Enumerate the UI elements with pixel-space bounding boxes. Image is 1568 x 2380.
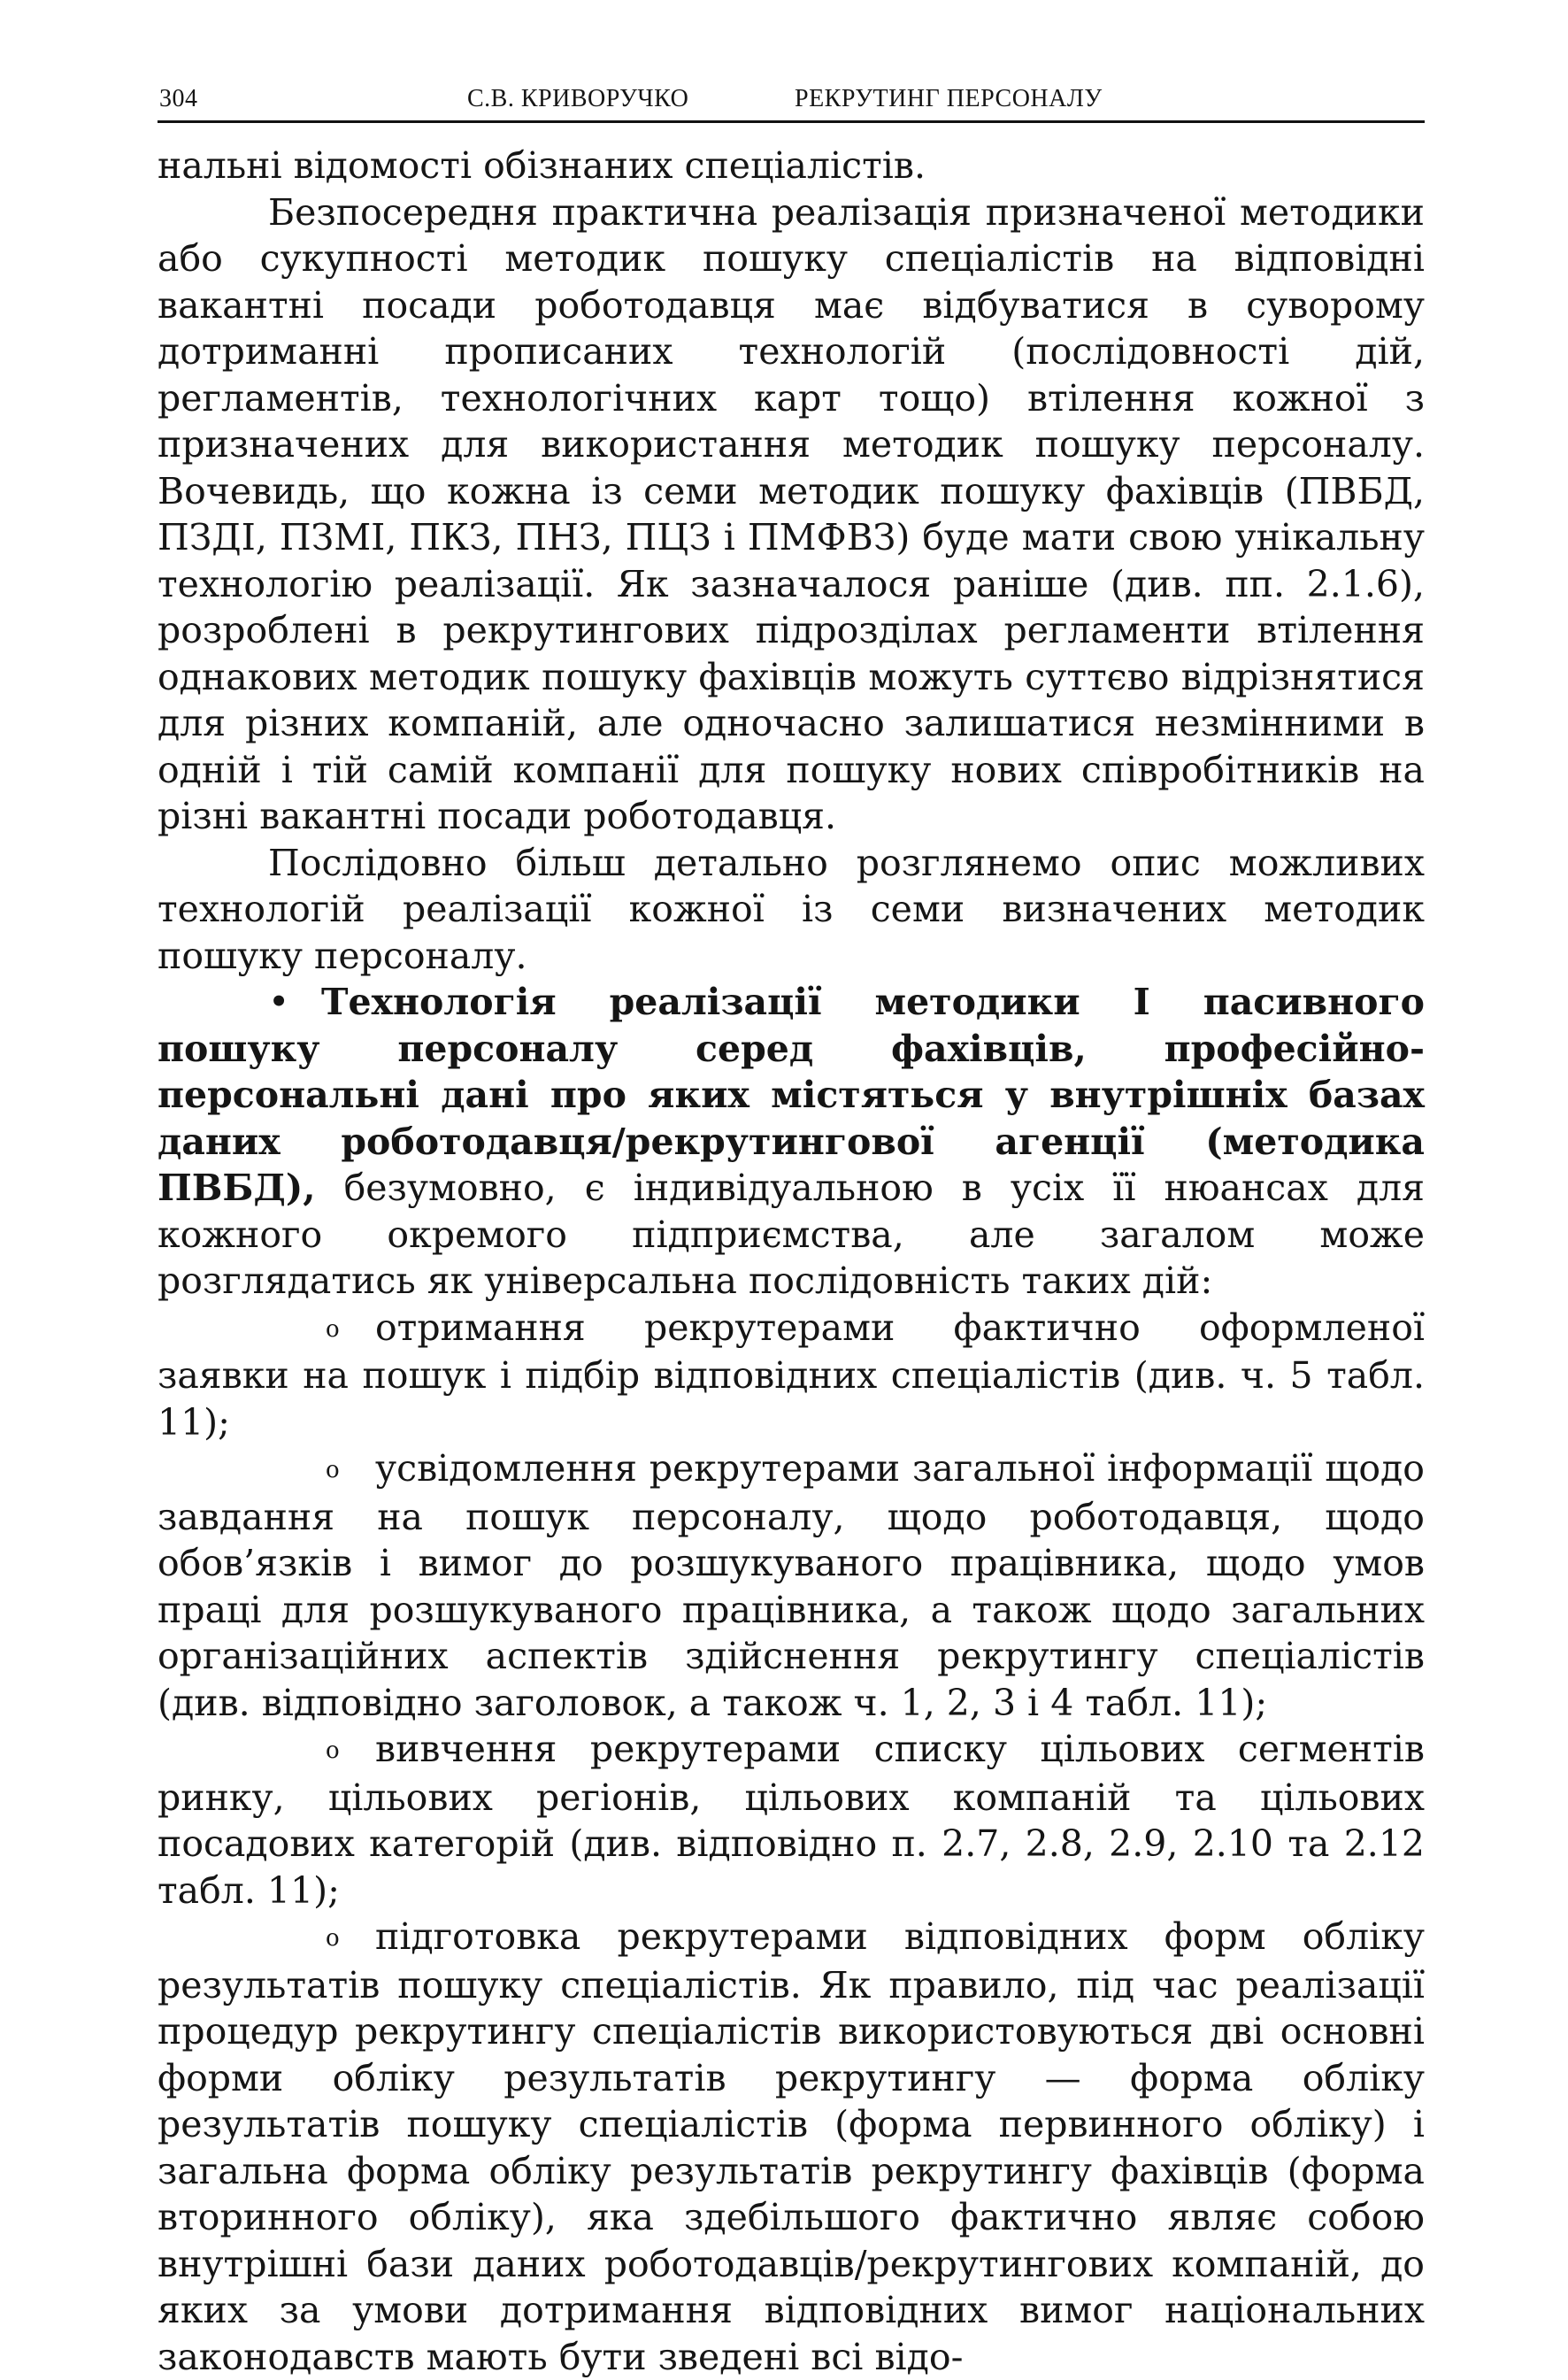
list-item-text: підготовка рекрутерами відповідних форм обліку результатів пошуку спеціалістів. Як правило, під час реалізації процедур рекрутингу спеціалістів використовуються дві основні форми обліку результатів рекрутингу — форма обліку результатів пошуку спеціалістів (форма первинного обліку) і загальна форма обліку результатів рекрутингу фахівців (форма вторинного обліку), яка здебільшого фактично являє собою внутрішні бази даних роботодавців/рекрутингових компаній, до яких за умови дотримання відповідних вимог національних законодавств мають бути зведені всі відо- <box>158 1915 1425 2378</box>
list-item <box>158 1305 1425 1446</box>
header-book-title: РЕКРУТИНГ ПЕРСОНАЛУ <box>795 85 1103 112</box>
paragraph: Безпосередня практична реалізація призначеної методики або сукупності методик пошуку спеціалістів на відповідні вакантні посади роботодавця має відбуватися в суворому дотриманні прописаних технологій (послідовності дій, регламентів, технологічних карт тощо) втілення кожної з призначених для використання методик пошуку персоналу. Вочевидь, що кожна із семи методик пошуку фахівців (ПВБД, ПЗДІ, ПЗМІ, ПКЗ, ПНЗ, ПЦЗ і ПМФВЗ) буде мати свою унікальну технологію реалізації. Як зазначалося раніше (див. пп. 2.1.6), розроблені в рекрутингових підрозділах регламенти втілення однакових методик пошуку фахівців можуть суттєво відрізнятися для різних компаній, але одночасно залишатися незмінними в одній і тій самій компанії для пошуку нових співробітників на різні вакантні посади роботодавця. <box>158 190 1425 837</box>
circle-bullet-icon: o <box>326 1457 340 1483</box>
list-item <box>158 1914 1425 2380</box>
body-text <box>158 142 1425 2380</box>
list-item <box>158 1726 1425 1914</box>
list-item <box>158 1445 1425 1726</box>
bullet-icon: • <box>268 981 290 1023</box>
bullet-bold-lead: Технологія реалізації методики I пасивного пошуку персоналу серед фахівців, професійно-персональні дані про яких містяться у внутрішніх базах даних роботодавця/рекрутингової агенції (методика ПВБД), <box>158 981 1425 1209</box>
bullet-paragraph <box>158 979 1425 1305</box>
list-item-text: усвідомлення рекрутерами загальної інформації щодо завдання на пошук персоналу, щодо роботодавця, щодо обов’язків і вимог до розшукуваного працівника, щодо умов праці для розшукуваного працівника, а також щодо загальних організаційних аспектів здійснення рекрутингу спеціалістів (див. відповідно заголовок, а також ч. 1, 2, 3 і 4 табл. 11); <box>158 1447 1425 1724</box>
page-number: 304 <box>159 85 198 112</box>
circle-bullet-icon: o <box>326 1925 340 1952</box>
paragraph-continuation: нальні відомості обізнаних спеціалістів. <box>158 144 926 187</box>
list-item-text: вивчення рекрутерами списку цільових сегментів ринку, цільових регіонів, цільових компаній та цільових посадових категорій (див. відповідно п. 2.7, 2.8, 2.9, 2.10 та 2.12 табл. 11); <box>158 1728 1425 1912</box>
header-author: С.В. КРИВОРУЧКО <box>467 85 689 112</box>
running-header <box>158 80 1425 123</box>
document-page <box>158 80 1425 2380</box>
bullet-text: безумовно, є індивідуальною в усіх її нюансах для кожного окремого підприємства, але загалом може розглядатись як універсальна послідовність таких дій: <box>158 1167 1425 1302</box>
circle-bullet-icon: o <box>326 1315 340 1343</box>
circle-bullet-icon: o <box>326 1737 340 1764</box>
paragraph: Послідовно більш детально розглянемо опис можливих технологій реалізації кожної із семи визначених методик пошуку персоналу. <box>158 841 1425 977</box>
list-item-text: отримання рекрутерами фактично оформленої заявки на пошук і підбір відповідних спеціалістів (див. ч. 5 табл. 11); <box>158 1306 1425 1444</box>
